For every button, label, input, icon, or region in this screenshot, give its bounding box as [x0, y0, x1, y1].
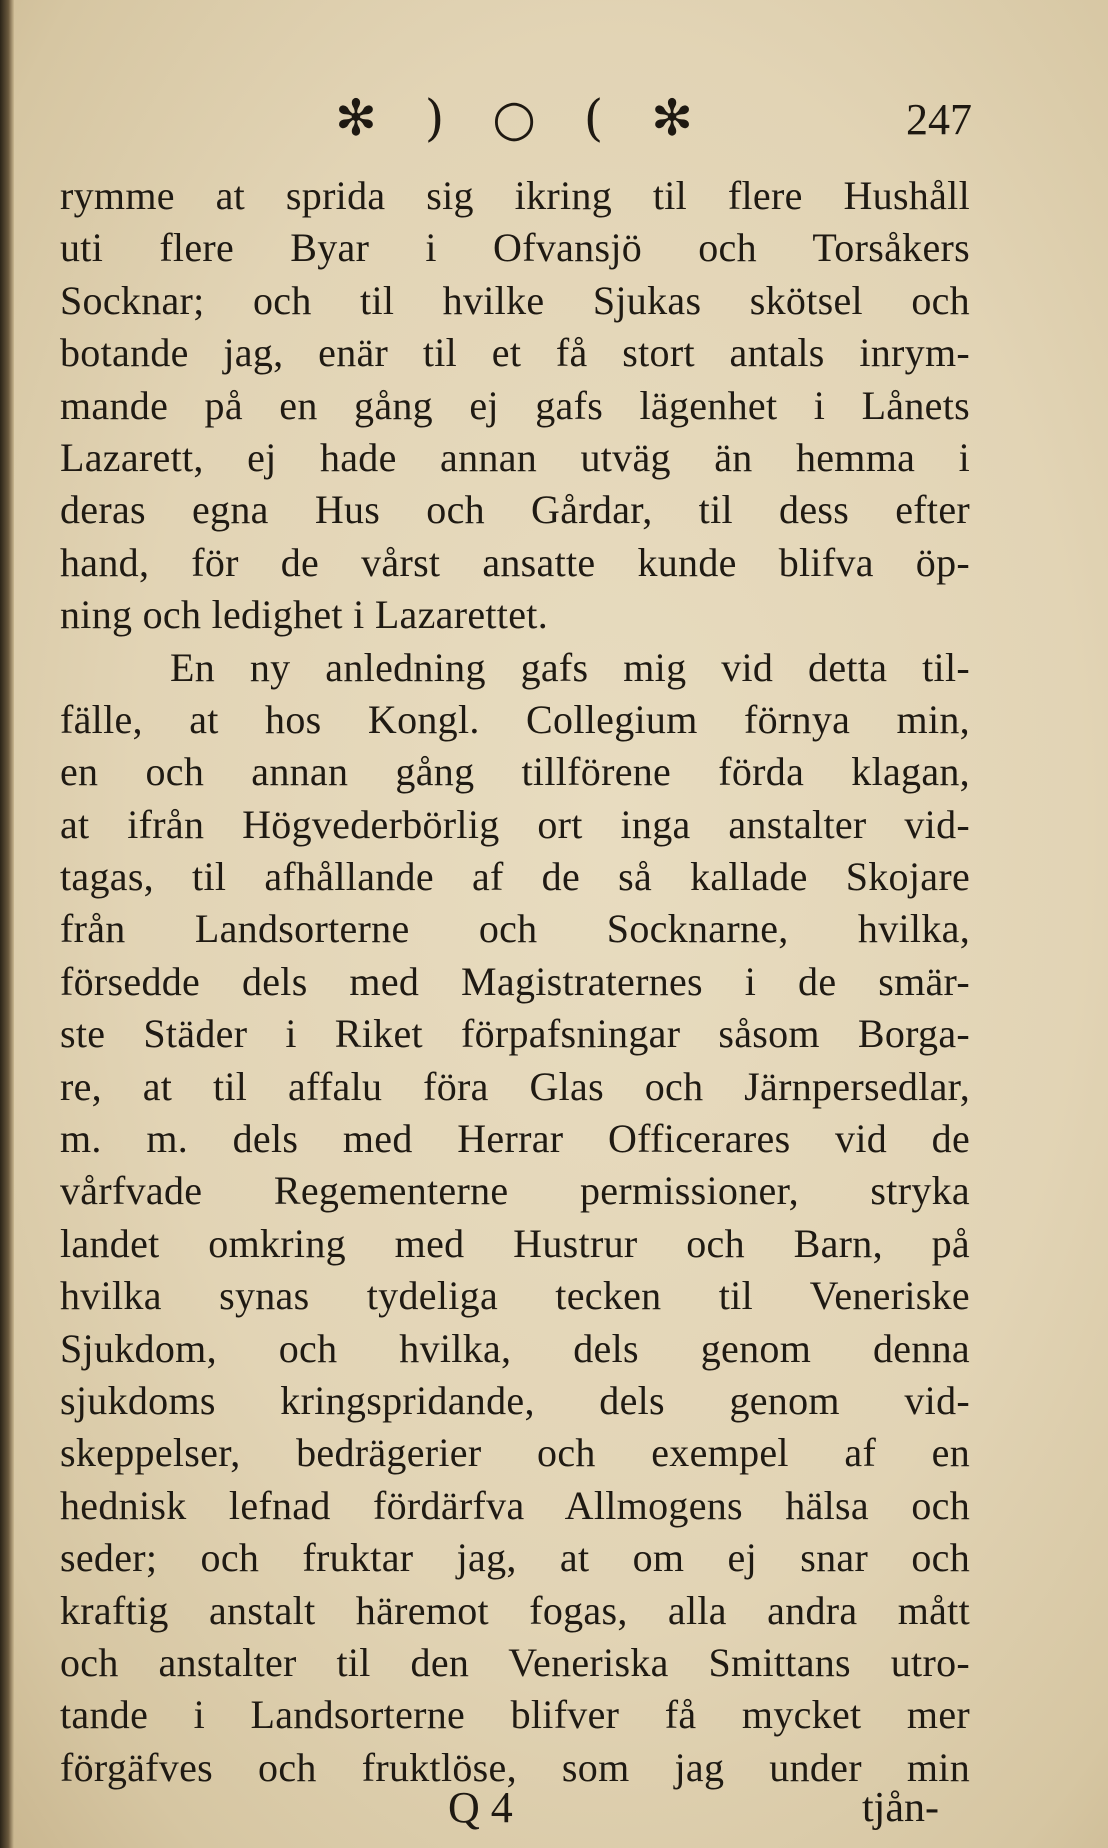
text-line: mande på en gång ej gafs lägenhet i Lånets [60, 382, 970, 428]
text-line: skeppelser, bedrägerier och exempel af en [60, 1430, 970, 1476]
text-line: och anstalter til den Veneriska Smittans utro- [60, 1639, 970, 1685]
text-line: tande i Landsorterne blifver få mycket mer [60, 1692, 970, 1738]
running-header [0, 88, 1108, 148]
text-line: botande jag, enär til et få stort antals inrym- [60, 330, 970, 376]
text-line: kraftig anstalt häremot fogas, alla andra mått [60, 1587, 970, 1633]
text-line: hvilka synas tydeliga tecken til Veneriske [60, 1273, 970, 1319]
text-line: at ifrån Högvederbörlig ort inga anstalter vid- [60, 801, 970, 847]
text-line: vårfvade Regementerne permissioner, stryka [60, 1168, 970, 1214]
text-line: landet omkring med Hustrur och Barn, på [60, 1220, 970, 1266]
text-line: deras egna Hus och Gårdar, til dess efter [60, 487, 970, 533]
text-line: Socknar; och til hvilke Sjukas skötsel och [60, 277, 970, 323]
page-number: 247 [906, 95, 972, 144]
text-line-paragraph-end: ning och ledighet i Lazarettet. [60, 592, 548, 638]
text-line: hednisk lefnad fördärfva Allmogens hälsa och [60, 1482, 970, 1528]
text-line: uti flere Byar i Ofvansjö och Torsåkers [60, 225, 970, 271]
text-line: fälle, at hos Kongl. Collegium förnya min, [60, 696, 970, 742]
text-line: hand, för de vårst ansatte kunde blifva öp- [60, 539, 970, 585]
header-ornament: ✻ ) ○ ( ✻ [335, 89, 710, 147]
text-line: Sjukdom, och hvilka, dels genom denna [60, 1325, 970, 1371]
text-line: försedde dels med Magistraternes i de smär- [60, 958, 970, 1004]
text-line: m. m. dels med Herrar Officerares vid de [60, 1116, 970, 1162]
text-line: Lazarett, ej hade annan utväg än hemma i [60, 434, 970, 480]
text-line: en och annan gång tillförene förda klagan, [60, 749, 970, 795]
catchword: tjån- [862, 1785, 939, 1831]
text-line-paragraph-start: En ny anledning gafs mig vid detta til- [170, 644, 970, 690]
text-line: rymme at sprida sig ikring til flere Hushåll [60, 173, 970, 218]
text-line: sjukdoms kringspridande, dels genom vid- [60, 1377, 970, 1423]
text-line: från Landsorterne och Socknarne, hvilka, [60, 906, 970, 952]
text-line: seder; och fruktar jag, at om ej snar och [60, 1535, 970, 1581]
binding-edge [0, 0, 14, 1848]
text-line: ste Städer i Riket förpafsningar såsom Borga- [60, 1011, 970, 1057]
body-text [60, 170, 970, 1794]
text-line: förgäfves och fruktlöse, som jag under min [60, 1744, 970, 1790]
signature-mark: Q 4 [448, 1783, 513, 1832]
text-line: re, at til affalu föra Glas och Järnpersedlar, [60, 1063, 970, 1109]
page-footer [0, 1780, 1108, 1840]
text-line: tagas, til afhållande af de så kallade Skojare [60, 854, 970, 900]
